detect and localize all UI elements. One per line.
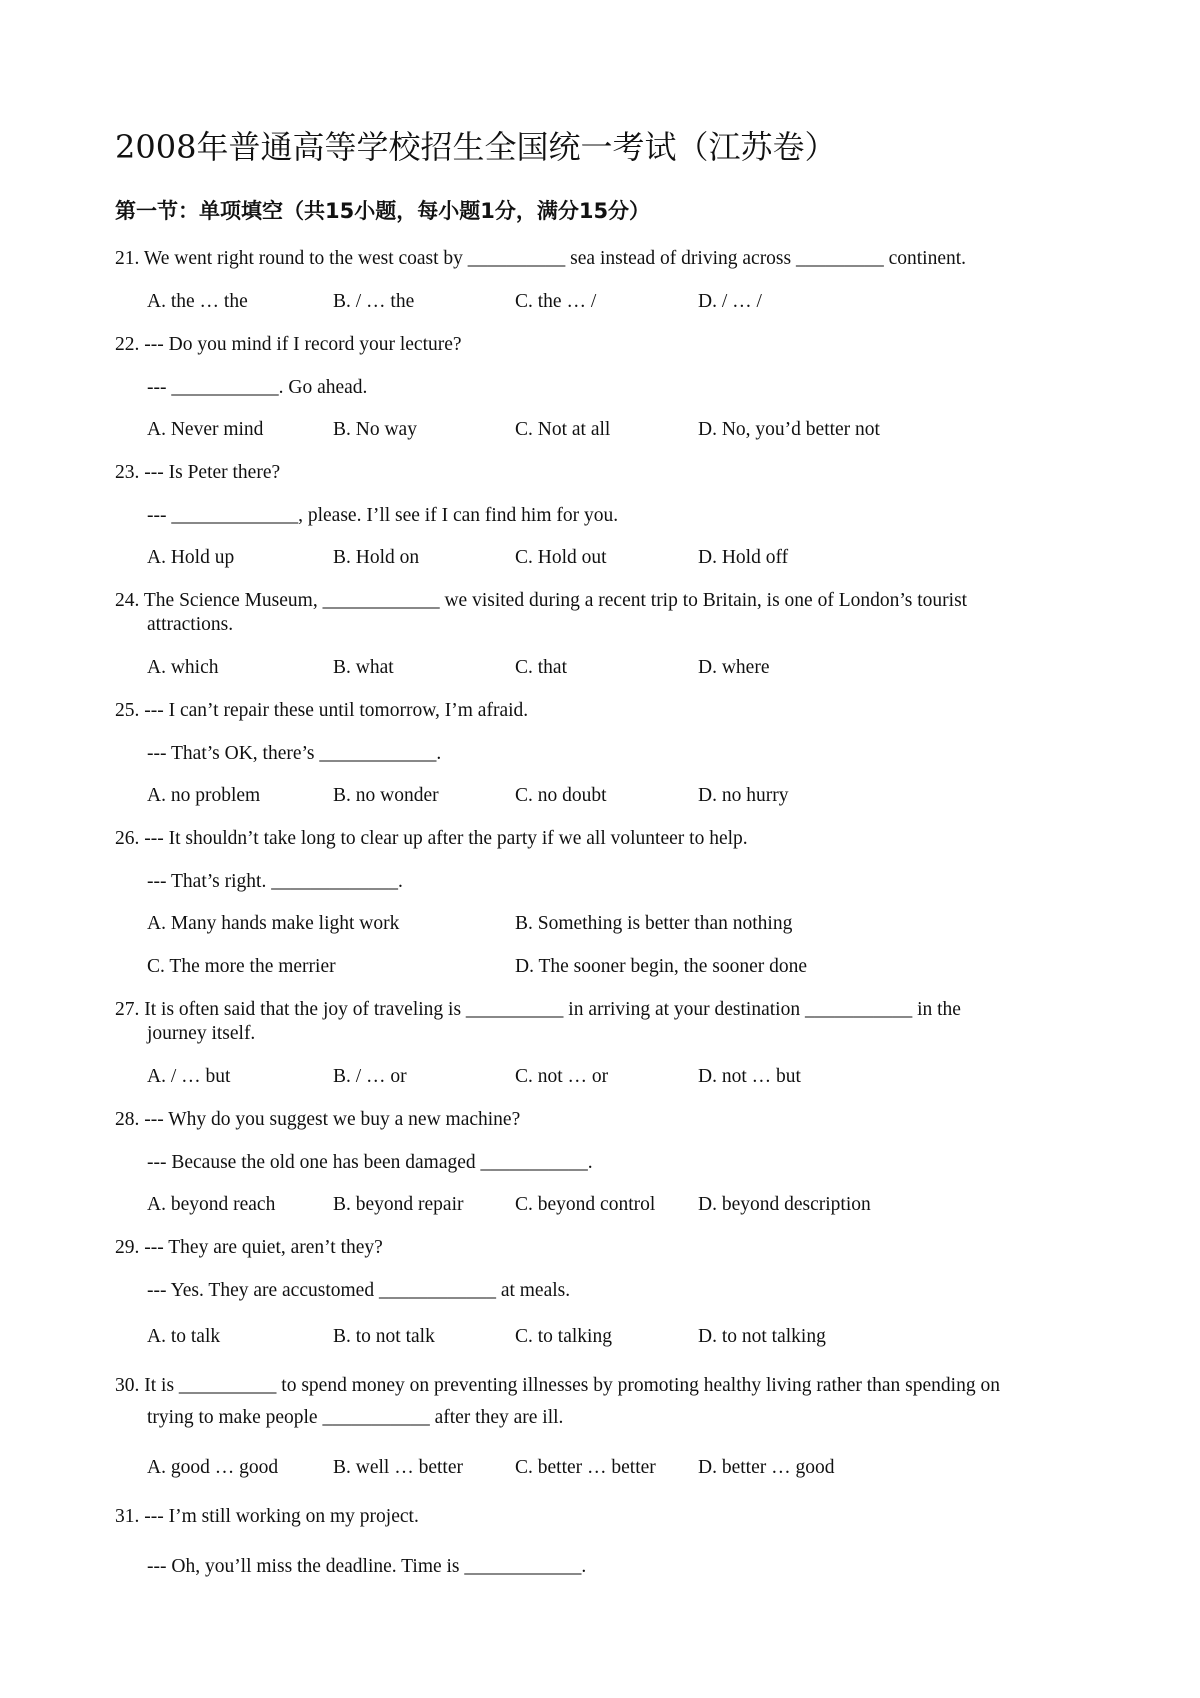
page-title: 2008年普通高等学校招生全国统一考试（江苏卷）: [115, 128, 837, 166]
option-c: C. Not at all: [515, 419, 611, 440]
option-b: B. what: [333, 657, 394, 678]
question-response: --- Yes. They are accustomed ____________ at meals.: [147, 1280, 571, 1301]
question-stem-continued: trying to make people ___________ after they are ill.: [147, 1407, 564, 1428]
option-d: D. beyond description: [698, 1194, 871, 1215]
option-d: D. The sooner begin, the sooner done: [515, 956, 808, 977]
question-response: --- Because the old one has been damaged ___________.: [147, 1152, 593, 1173]
option-c: C. not … or: [515, 1066, 609, 1087]
option-d: D. where: [698, 657, 770, 678]
question-stem: 21. We went right round to the west coast by __________ sea instead of driving across _________ continent.: [115, 248, 967, 269]
question-stem: 28. --- Why do you suggest we buy a new machine?: [115, 1109, 521, 1130]
option-b: B. to not talk: [333, 1326, 435, 1347]
option-a: A. Never mind: [147, 419, 264, 440]
option-b: B. No way: [333, 419, 417, 440]
question-stem-continued: attractions.: [147, 614, 234, 635]
option-a: A. / … but: [147, 1066, 231, 1087]
option-b: B. / … the: [333, 291, 415, 312]
question-response: --- ___________. Go ahead.: [147, 377, 368, 398]
question-response: --- _____________, please. I’ll see if I can find him for you.: [147, 505, 619, 526]
option-c: C. to talking: [515, 1326, 612, 1347]
question-stem: 23. --- Is Peter there?: [115, 462, 281, 483]
option-b: B. Hold on: [333, 547, 420, 568]
option-a: A. which: [147, 657, 219, 678]
question-response: --- That’s OK, there’s ____________.: [147, 743, 442, 764]
option-c: C. the … /: [515, 291, 597, 312]
question-stem: 26. --- It shouldn’t take long to clear up after the party if we all volunteer to help.: [115, 828, 748, 849]
question-response: --- Oh, you’ll miss the deadline. Time is ____________.: [147, 1556, 587, 1577]
option-a: A. beyond reach: [147, 1194, 276, 1215]
question-stem: 31. --- I’m still working on my project.: [115, 1506, 419, 1527]
question-stem: 27. It is often said that the joy of traveling is __________ in arriving at your destination ___________ in the: [115, 999, 961, 1020]
option-d: D. / … /: [698, 291, 762, 312]
option-c: C. Hold out: [515, 547, 607, 568]
question-stem: 22. --- Do you mind if I record your lecture?: [115, 334, 462, 355]
option-a: A. good … good: [147, 1457, 279, 1478]
section-title: 第一节：单项填空（共15小题，每小题1分，满分15分）: [115, 199, 651, 223]
question-stem: 30. It is __________ to spend money on preventing illnesses by promoting healthy living rather than spending on: [115, 1375, 1000, 1396]
question-stem: 29. --- They are quiet, aren’t they?: [115, 1237, 383, 1258]
option-b: B. beyond repair: [333, 1194, 464, 1215]
option-c: C. no doubt: [515, 785, 607, 806]
option-b: B. well … better: [333, 1457, 463, 1478]
option-d: D. Hold off: [698, 547, 789, 568]
option-c: C. beyond control: [515, 1194, 656, 1215]
option-a: A. Many hands make light work: [147, 913, 400, 934]
option-d: D. no hurry: [698, 785, 789, 806]
question-stem-continued: journey itself.: [147, 1023, 256, 1044]
option-d: D. better … good: [698, 1457, 835, 1478]
option-a: A. to talk: [147, 1326, 221, 1347]
option-b: B. Something is better than nothing: [515, 913, 793, 934]
question-stem: 24. The Science Museum, ____________ we visited during a recent trip to Britain, is one of London’s tourist: [115, 590, 968, 611]
option-c: C. better … better: [515, 1457, 656, 1478]
option-b: B. no wonder: [333, 785, 439, 806]
option-d: D. No, you’d better not: [698, 419, 880, 440]
option-a: A. the … the: [147, 291, 248, 312]
option-c: C. that: [515, 657, 567, 678]
question-response: --- That’s right. _____________.: [147, 871, 403, 892]
option-c: C. The more the merrier: [147, 956, 336, 977]
option-d: D. to not talking: [698, 1326, 826, 1347]
option-a: A. no problem: [147, 785, 261, 806]
question-stem: 25. --- I can’t repair these until tomorrow, I’m afraid.: [115, 700, 529, 721]
option-a: A. Hold up: [147, 547, 235, 568]
option-b: B. / … or: [333, 1066, 407, 1087]
option-d: D. not … but: [698, 1066, 801, 1087]
